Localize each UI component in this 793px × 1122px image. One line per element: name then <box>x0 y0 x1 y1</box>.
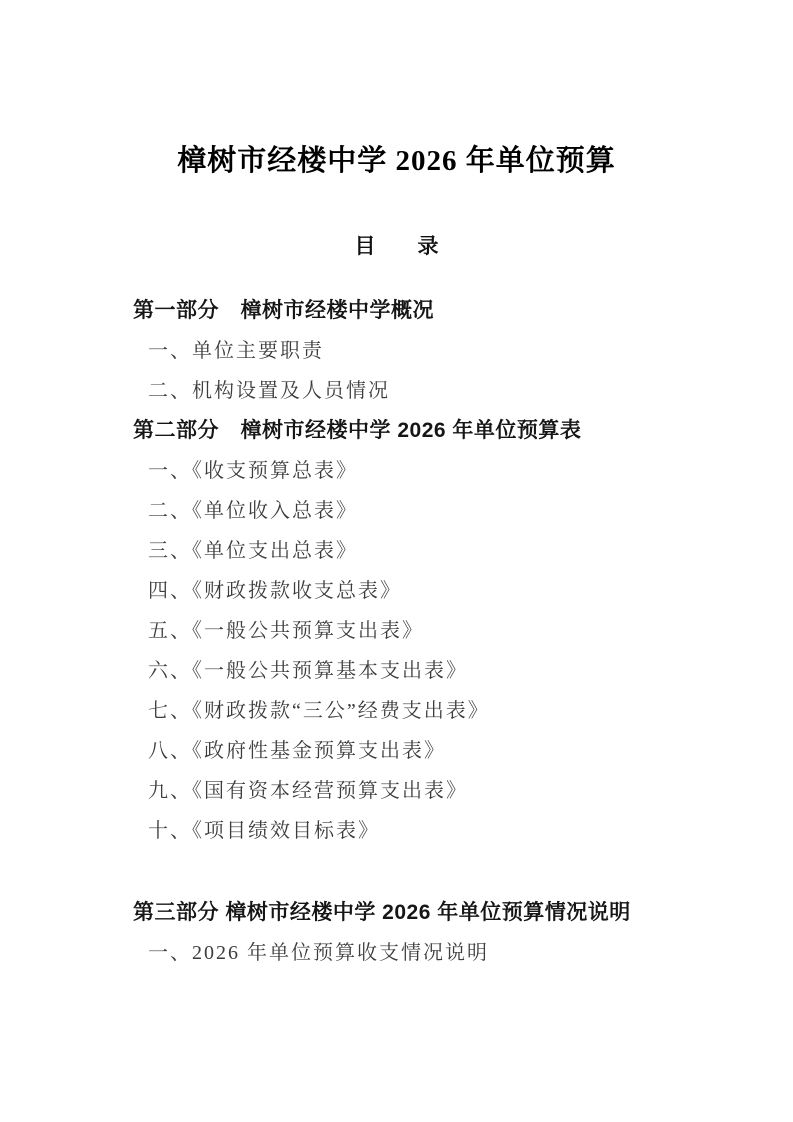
toc-item: 四、《财政拨款收支总表》 <box>148 580 402 602</box>
toc-section-part3: 第三部分 樟树市经楼中学 2026 年单位预算情况说明 <box>133 901 631 924</box>
toc-item: 一、单位主要职责 <box>148 340 324 362</box>
toc-item: 二、机构设置及人员情况 <box>148 380 390 402</box>
toc-item: 九、《国有资本经营预算支出表》 <box>148 780 468 802</box>
toc-item: 十、《项目绩效目标表》 <box>148 820 380 842</box>
table-of-contents <box>0 291 793 973</box>
toc-section-part2: 第二部分 樟树市经楼中学 2026 年单位预算表 <box>133 419 582 442</box>
toc-item: 七、《财政拨款“三公”经费支出表》 <box>148 700 490 722</box>
toc-item: 一、2026 年单位预算收支情况说明 <box>148 942 489 964</box>
toc-item: 三、《单位支出总表》 <box>148 540 358 562</box>
toc-section-part1: 第一部分 樟树市经楼中学概况 <box>133 299 434 322</box>
toc-item: 六、《一般公共预算基本支出表》 <box>148 660 468 682</box>
toc-item: 二、《单位收入总表》 <box>148 500 358 522</box>
document-title: 樟树市经楼中学 2026 年单位预算 <box>177 145 616 177</box>
toc-item: 八、《政府性基金预算支出表》 <box>148 740 446 762</box>
toc-item: 五、《一般公共预算支出表》 <box>148 620 424 642</box>
toc-heading: 目 录 <box>354 235 439 258</box>
toc-item: 一、《收支预算总表》 <box>148 460 358 482</box>
